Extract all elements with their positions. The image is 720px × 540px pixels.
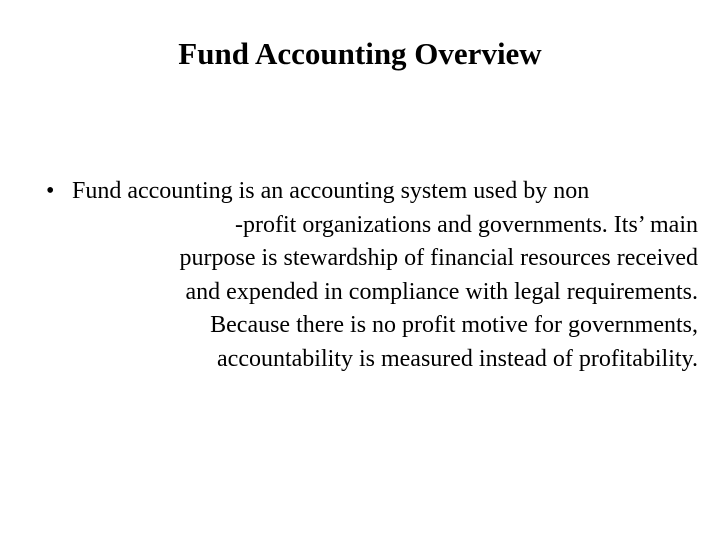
slide-title: Fund Accounting Overview: [178, 36, 542, 71]
bullet-line: Because there is no profit motive for governments,: [210, 312, 698, 339]
bullet-dot-icon: •: [46, 178, 55, 204]
bullet-line: Fund accounting is an accounting system used by non: [72, 178, 590, 204]
bullet-line: purpose is stewardship of financial resources received: [179, 245, 698, 272]
bullet-line: and expended in compliance with legal requirements.: [185, 278, 698, 305]
bullet-line: -profit organizations and governments. Its’ main: [235, 211, 698, 238]
bullet-text: [72, 175, 698, 377]
bullet-line: accountability is measured instead of profitability.: [217, 345, 698, 372]
